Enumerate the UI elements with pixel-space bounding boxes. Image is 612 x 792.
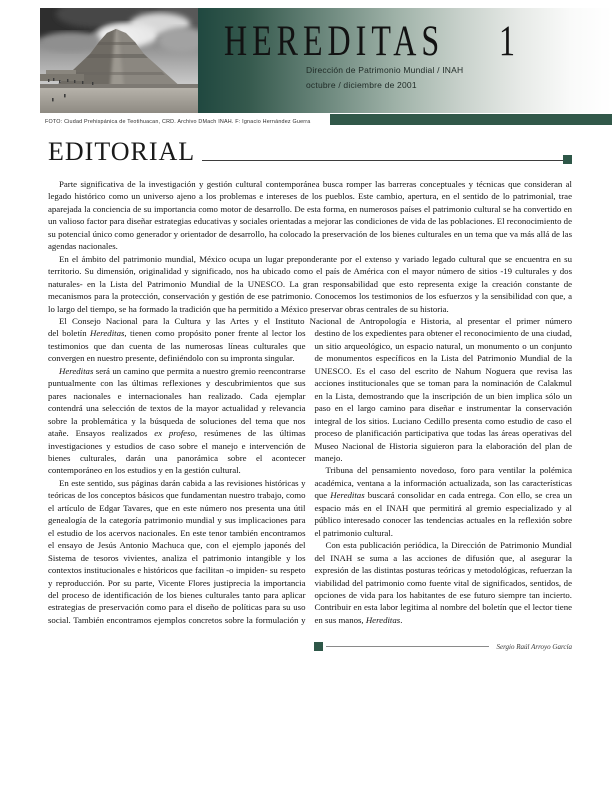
paragraph: Tribuna del pensamiento novedoso, foro para ventilar la polémica académica, ventana a la información actualizada, son las características que Hereditas buscará consolidar en cada entrega. Con ello, se crea un espacio más en el INAH que permitirá al gremio especializado y al público interesado conocer las tendencias actuales en la reflexión sobre el patrimonio cultural. <box>314 465 572 538</box>
green-square-icon <box>314 642 323 651</box>
green-strip <box>330 114 612 125</box>
signature-row <box>314 642 572 651</box>
paragraph: El Consejo Nacional para la Cultura y las Artes y el Instituto Nacional de Antropología e Historia, al presentar el primer número <box>59 315 572 326</box>
signature-name: Sergio Raúl Arroyo García <box>496 642 572 651</box>
editorial-heading: EDITORIAL <box>48 137 196 166</box>
paragraph: Hereditas será un camino que permita a nuestro gremio reencontrarse puntualmente con las últimas reflexiones y descubrimientos que sus pares nacionales e internacionales han realizado. Cada ejemplar contendrá una selección de textos de la mayor actualidad y relevancia sobre la problemática y la búsqueda de soluciones del tema que nos atañe. Ensayos realizados ex profeso, resúmenes de las últimas investigaciones y estudios de caso sobre el manejo e intervención de bienes culturales, darán una panorámica sobre el acontecer contemporáneo en los estudios y en la gestión cultural. <box>48 365 306 476</box>
editorial-section <box>48 139 572 651</box>
paragraph: del boletín Hereditas, tienen como propósito poner frente al lector los testimonios que dan cuenta de las numerosas líneas culturales que convergen en nuestro presente, definiéndolo con su impronta singular. <box>48 328 306 364</box>
editorial-two-column-text <box>48 327 572 626</box>
signature-rule <box>326 646 489 647</box>
green-square-icon <box>563 155 572 164</box>
teotihuacan-pyramid-photo <box>40 8 198 113</box>
masthead-band <box>198 8 612 113</box>
paragraph: Con esta publicación periódica, la Dirección de Patrimonio Mundial del INAH se suma a las acciones de difusión que, al asegurar la expresión de las distintas posturas teóricas y metodológicas, refuerzan la viabilidad del patrimonio como fuente vital de significados, sentidos, de opciones de vida para los habitantes de ese futuro siempre tan incierto. Contribuir en esta labor legitima al nombre del boletín que el lector tiene en sus manos, Hereditas. <box>314 540 572 625</box>
masthead-subtitle-date: octubre / diciembre de 2001 <box>306 80 417 90</box>
masthead-subtitle-org: Dirección de Patrimonio Mundial / INAH <box>306 65 464 75</box>
paragraph: En el ámbito del patrimonio mundial, México ocupa un lugar preponderante por el extenso y variado legado cultural que se encuentra en su territorio. Su dimensión, originalidad y significado, nos ha ubicado como el país de América con el mayor número de sitios -19 culturales y dos naturales- en la Lista del Patrimonio Mundial de la UNESCO. La gran responsabilidad que esto representa exige la creación constante de mecanismos para la protección, conservación y gestión de ese patrimonio. Conocemos los testimonios de los esfuerzos y la sensibilidad con que, a lo largo del tiempo, se ha formado la tradición que ha permitido a México preservar obras centrales de su historia. <box>48 253 572 314</box>
editorial-header-row <box>48 139 572 165</box>
heading-rule <box>202 160 563 161</box>
paragraph: Parte significativa de la investigación y gestión cultural contemporánea busca romper las barreras conceptuales y técnicas que consideran al legado histórico como un universo ajeno a los problemas e intereses de los pueblos. Este cambio, apertura, en el sentido de lo patrimonial, trae aparejada la conciencia de su importancia como motor de desarrollo. De esta forma, en numerosos países el patrimonio cultural se ha convertido en un valioso factor para diseñar estrategias educativas y sociales orientadas a mejorar las condiciones de vida de las poblaciones. El reconocimiento de su potencial único como generador y orientador de desarrollo, ha colocado la preservación de los bienes culturales en un tema que va más allá de las agendas nacionales. <box>48 179 572 252</box>
publication-title: HEREDITAS <box>224 16 445 65</box>
issue-number: 1 <box>499 16 515 65</box>
paragraph: En este sentido, sus páginas darán cabida a las revisiones históricas y teóricas de los conceptos básicos que fundamentan nuestro trabajo, como el artículo de Edgar Tavares, que en este número nos presenta una útil genealogía de la categoría patrimonio mundial y sus implicaciones para el estudio de los acervos nacionales. En este tenor también encontramos el ensayo de Jesús Antonio Machuca que, con el ejemplo japonés del Sistema de tesoros vivientes, analiza el patrimonio intangible y los contextos institucionales e históricos que facilitan -o impiden- su respeto y reproducción. Por su parte, Vicente Flores justiprecia la importancia del proceso de identificación de los bienes culturales tanto para aplicar estrategias de preservación como para el diseño de políticas para su uso social. También encontramos ejemplos concretos sobre la formulación y destino de los expedientes para obtener el reconocimiento de una ciudad, un sitio arqueológico, un espacio natural, un monumento o un conjunto de monumentos específicos en la Lista del Patrimonio Mundial de la UNESCO. Es el caso del escrito de Nahum Noguera que revisa las acciones institucionales que se toman para la nominación de Calakmul en la Lista, demostrando que la inscripción de un bien implica sólo un paso en el largo camino para diseñar e instrumentar la conservación integral de los sitios. Luciano Cedillo presenta como estudio de caso el proceso de planificación participativa que todas las áreas operativas del Museo Nacional de Historia siguieron para la elaboración del plan de manejo. <box>48 328 572 625</box>
photo-credit: FOTO: Ciudad Prehispánica de Teotihuacan, CRD. Archivo DMach INAH. F: Ignacio Hernández Guerra <box>45 119 311 125</box>
pyramid-photo-graphic <box>40 8 198 113</box>
editorial-intro-text <box>48 178 572 327</box>
